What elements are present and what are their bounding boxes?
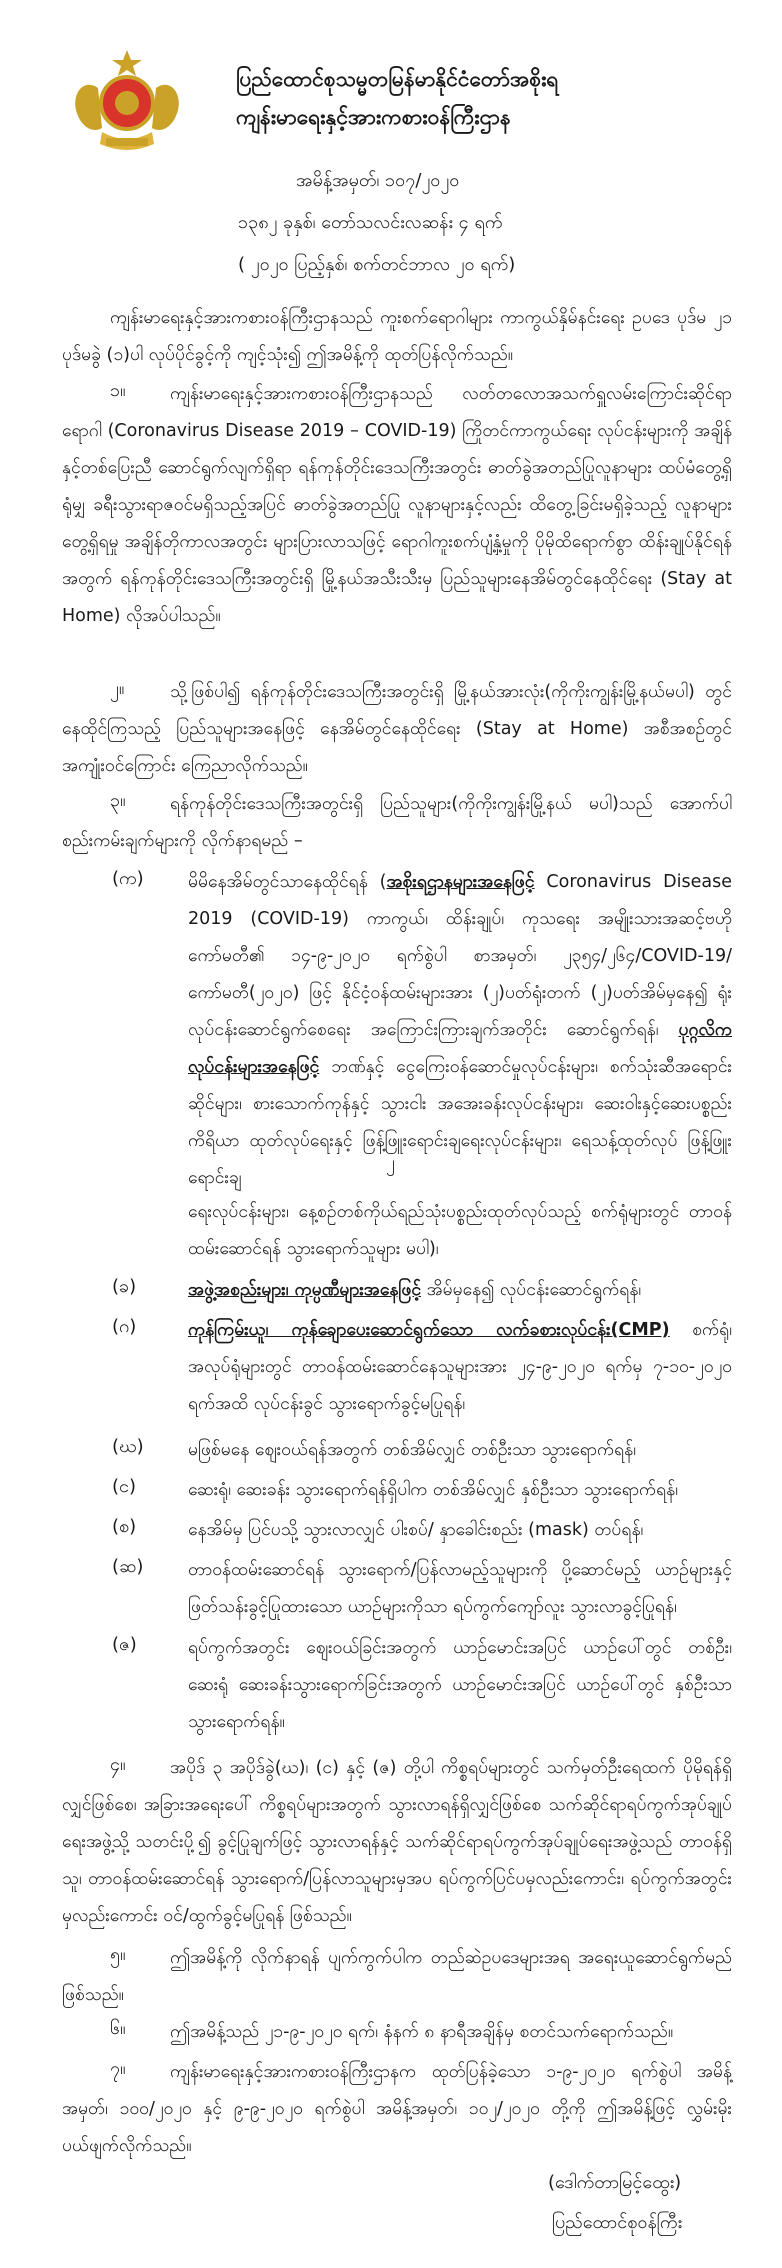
item-gha-label: (ဃ) (112, 1436, 144, 1457)
para-7-text: ကျန်းမာရေးနှင့်အားကစားဝန်ကြီးဌာနက ထုတ်ပြန်ခဲ့သော ၁-၉-၂၀၂၀ ရက်စွဲပါ အမိန့်အမှတ်၊ ၁၀၀/၂၀၂၀ နှင့် ၉-၉-၂၀၂၀ ရက်စွဲပါ အမိန့်အမှတ်၊ ၁၀၂/၂၀၂၀ တို့ကို ဤအမိန့်ဖြင့် လွှမ်းမိုးပယ်ဖျက်လိုက်သည်။ (62, 2062, 732, 2156)
signatory-name: (ဒေါက်တာမြင့်ထွေး) (548, 2172, 682, 2193)
order-number: အမိန့်အမှတ်၊ ၁၀၇/၂၀၂၀ (296, 170, 460, 191)
government-title: ပြည်ထောင်စုသမ္မတမြန်မာနိုင်ငံတော်အစိုးရ (236, 67, 559, 91)
para-5-text: ဤအမိန့်ကို လိုက်နာရန် ပျက်ကွက်ပါက တည်ဆဲဥပဒေများအရ အရေးယူဆောင်ရွက်မည် ဖြစ်သည်။ (62, 1948, 732, 2005)
item-gha-text: မဖြစ်မနေ ဈေးဝယ်ရန်အတွက် တစ်အိမ်လျှင် တစ်ဦးသာ သွားရောက်ရန်၊ (188, 1440, 636, 1460)
ministry-title: ကျန်းမာရေးနှင့်အားကစားဝန်ကြီးဌာန (236, 105, 511, 129)
item-ka-continuation: ရေးလုပ်ငန်းများ၊ နေ့စဉ်တစ်ကိုယ်ရည်သုံးပစ္စည်းထုတ်လုပ်သည့် စက်ရုံများတွင် တာဝန်ထမ်းဆောင်ရန် သွားရောက်သူများ မပါ)၊ (188, 1202, 732, 1259)
para-7-number: ၇။ (110, 2058, 126, 2079)
item-ga-label: (ဂ) (112, 1316, 137, 1337)
item-ka-label: (က) (112, 868, 144, 889)
para-6-text: ဤအမိန့်သည် ၂၁-၉-၂၀၂၀ ရက်၊ နံနက် ၈ နာရီအချိန်မှ စတင်သက်ရောက်သည်။ (170, 2022, 674, 2042)
gregorian-date: ( ၂၀၂၀ ပြည့်နှစ်၊ စက်တင်ဘာလ ၂၀ ရက်) (238, 254, 516, 275)
state-emblem (62, 48, 192, 158)
item-hsa-text: တာဝန်ထမ်းဆောင်ရန် သွားရောက်/ပြန်လာမည့်သူများကို ပို့ဆောင်မည့် ယာဉ်များနှင့် ဖြတ်သန်းခွင့်ပြုထားသော ယာဉ်များကိုသာ ရပ်ကွက်ကျော်လူး သွားလာခွင့်ပြုရန်၊ (188, 1560, 732, 1617)
para-2-number: ၂။ (110, 678, 125, 699)
signatory-title: ပြည်ထောင်စုဝန်ကြီး (552, 2212, 683, 2233)
item-nga-text: ဆေးရုံ၊ ဆေးခန်း သွားရောက်ရန်ရှိပါက တစ်အိမ်လျှင် နှစ်ဦးသာ သွားရောက်ရန်၊ (188, 1480, 679, 1500)
para-6-number: ၆။ (110, 2018, 126, 2039)
myanmar-date: ၁၃၈၂ ခုနှစ်၊ တော်သလင်းလဆန်း ၄ ရက် (238, 212, 503, 233)
item-ga-text: ကုန်ကြမ်းယူ၊ ကုန်ချောပေးဆောင်ရွက်သော လက်ခစားလုပ်ငန်း(CMP) စက်ရုံ၊ အလုပ်ရုံများတွင် တာဝန်ထမ်းဆောင်နေသူများအား ၂၄-၉-၂၀၂၀ ရက်မှ ၇-၁၀-၂၀၂၀ ရက်အထိ လုပ်ငန်းခွင် သွားရောက်ခွင့်မပြုရန်၊ (188, 1320, 732, 1414)
item-za-text: ရပ်ကွက်အတွင်း ဈေးဝယ်ခြင်းအတွက် ယာဉ်မောင်းအပြင် ယာဉ်ပေါ်တွင် တစ်ဦး၊ ဆေးရုံ ဆေးခန်းသွားရောက်ခြင်းအတွက် ယာဉ်မောင်းအပြင် ယာဉ်ပေါ်တွင် နှစ်ဦးသာ သွားရောက်ရန်။ (188, 1638, 732, 1732)
page-number: ၂ (386, 1152, 395, 1173)
item-ka-text: မိမိနေအိမ်တွင်သာနေထိုင်ရန် (အစိုးရဌာနများအနေဖြင့် Coronavirus Disease 2019 (COVID-19) ကာကွယ်၊ ထိန်းချုပ်၊ ကုသရေး အမျိုးသားအဆင့်ဗဟိုကော်မတီ၏ ၁၄-၉-၂၀၂၀ ရက်စွဲပါ စာအမှတ်၊ ၂၃၅၄/၂၆၄/COVID-19/ကော်မတီ(၂၀၂၀) ဖြင့် နိုင်ငံ့ဝန်ထမ်းများအား (၂)ပတ်ရုံးတက် (၂)ပတ်အိမ်မှနေ၍ ရုံးလုပ်ငန်းဆောင်ရွက်စေရေး အကြောင်းကြားချက်အတိုင်း ဆောင်ရွက်ရန်၊ ပုဂ္ဂလိကလုပ်ငန်းများအနေဖြင့် ဘဏ်နှင့် ငွေကြေးဝန်ဆောင်မှုလုပ်ငန်းများ၊ စက်သုံးဆီအရောင်းဆိုင်များ၊ စားသောက်ကုန်နှင့် သွားငါး အအေးခန်းလုပ်ငန်းများ၊ ဆေးဝါးနှင့်ဆေးပစ္စည်းကိရိယာ ထုတ်လုပ်ရေးနှင့် ဖြန့်ဖြူးရောင်းချရေးလုပ်ငန်းများ၊ ရေသန့်ထုတ်လုပ် ဖြန့်ဖြူးရောင်းချ (188, 872, 732, 1188)
para-5-number: ၅။ (110, 1944, 126, 1965)
item-sa-text: နေအိမ်မှ ပြင်ပသို့ သွားလာလျှင် ပါးစပ်/ နှာခေါင်းစည်း (mask) တပ်ရန်၊ (188, 1520, 644, 1540)
para-1-text: ကျန်းမာရေးနှင့်အားကစားဝန်ကြီးဌာနသည် လတ်တလောအသက်ရှူလမ်းကြောင်းဆိုင်ရာ ရောဂါ (Coronavirus Disease 2019 – COVID-19) ကြိုတင်ကာကွယ်ရေး လုပ်ငန်းများကို အချိန်နှင့်တစ်ပြေးညီ ဆောင်ရွက်လျက်ရှိရာ ရန်ကုန်တိုင်းဒေသကြီးအတွင်း ဓာတ်ခွဲအတည်ပြုလူနာများ ထပ်မံတွေ့ရှိရုံမျှ ခရီးသွားရာဇဝင်မရှိသည့်အပြင် ဓာတ်ခွဲအတည်ပြု လူနာများနှင့်လည်း ထိတွေ့ခြင်းမရှိခဲ့သည့် လူနာများတွေ့ရှိရမှု အချိန်တိုကာလအတွင်း များပြားလာသဖြင့် ရောဂါကူးစက်ပျံ့နှံ့မှုကို ပိုမိုထိရောက်စွာ ထိန်းချုပ်နိုင်ရန်အတွက် ရန်ကုန်တိုင်းဒေသကြီးအတွင်းရှိ မြို့နယ်အသီးသီးမှ ပြည်သူများနေအိမ်တွင်နေထိုင်ရေး (Stay at Home) လိုအပ်ပါသည်။ (62, 384, 732, 626)
item-hsa-label: (ဆ) (112, 1556, 144, 1577)
item-kha-text: အဖွဲ့အစည်းများ၊ ကုမ္ပဏီများအနေဖြင့် အိမ်မှနေ၍ လုပ်ငန်းဆောင်ရွက်ရန်၊ (188, 1280, 642, 1300)
para-1-number: ၁။ (110, 380, 126, 401)
para-4-number: ၄။ (110, 1754, 126, 1775)
item-nga-label: (င) (112, 1476, 137, 1497)
para-3-text: ရန်ကုန်တိုင်းဒေသကြီးအတွင်းရှိ ပြည်သူများ(ကိုကိုးကျွန်းမြို့နယ် မပါ)သည် အောက်ပါစည်းကမ်းချက်များကို လိုက်နာရမည် – (62, 794, 732, 851)
para-3-number: ၃။ (110, 790, 126, 811)
para-2-text: သို့ဖြစ်ပါ၍ ရန်ကုန်တိုင်းဒေသကြီးအတွင်းရှိ မြို့နယ်အားလုံး(ကိုကိုးကျွန်းမြို့နယ်မပါ) တွင် နေထိုင်ကြသည့် ပြည်သူများအနေဖြင့် နေအိမ်တွင်နေထိုင်ရေး (Stay at Home) အစီအစဉ်တွင် အကျုံးဝင်ကြောင်း ကြေညာလိုက်သည်။ (62, 682, 732, 776)
intro-paragraph: ကျန်းမာရေးနှင့်အားကစားဝန်ကြီးဌာနသည် ကူးစက်ရောဂါများ ကာကွယ်နှိမ်နင်းရေး ဥပဒေ ပုဒ်မ ၂၁ ပုဒ်မခွဲ (၁)ပါ လုပ်ပိုင်ခွင့်ကို ကျင့်သုံး၍ ဤအမိန့်ကို ထုတ်ပြန်လိုက်သည်။ (62, 308, 732, 365)
item-sa-label: (စ) (112, 1516, 137, 1537)
para-4-text: အပိုဒ် ၃ အပိုဒ်ခွဲ(ဃ)၊ (င) နှင့် (ဇ) တို့ပါ ကိစ္စရပ်များတွင် သက်မှတ်ဦးရေထက် ပိုမိုရန်ရှိလျှင်ဖြစ်စေ၊ အခြားအရေးပေါ် ကိစ္စရပ်များအတွက် သွားလာရန်ရှိလျှင်ဖြစ်စေ သက်ဆိုင်ရာရပ်ကွက်အုပ်ချုပ်ရေးအဖွဲ့သို့ သတင်းပို့၍ ခွင့်ပြုချက်ဖြင့် သွားလာရန်နှင့် သက်ဆိုင်ရာရပ်ကွက်အုပ်ချုပ်ရေးအဖွဲ့သည် တာဝန်ရှိသူ၊ တာဝန်ထမ်းဆောင်ရန် သွားရောက်/ပြန်လာသူများမှအပ ရပ်ကွက်ပြင်ပမှလည်းကောင်း၊ ရပ်ကွက်အတွင်းမှလည်းကောင်း ဝင်/ထွက်ခွင့်မပြုရန် ဖြစ်သည်။ (62, 1758, 732, 1926)
item-kha-label: (ခ) (112, 1276, 137, 1297)
item-za-label: (ဇ) (112, 1634, 137, 1655)
